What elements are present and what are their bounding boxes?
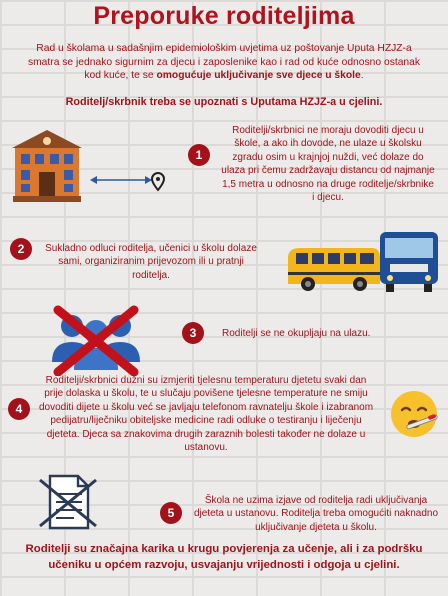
- step-text-3: Roditelji se ne okupljaju na ulazu.: [222, 328, 371, 339]
- sick-face-icon: [388, 386, 440, 440]
- bus-icon: [286, 228, 440, 294]
- step-number-5: 5: [160, 502, 182, 524]
- footer-text: Roditelji su značajna karika u krugu povjerenja za učenje, ali i za podršku učeniku u općem razvoju, usvajanju vrijednosti i odgoja u cjelini.: [25, 543, 423, 571]
- intro-end: .: [360, 70, 364, 81]
- no-document-icon: [36, 472, 100, 532]
- step-text-1: Roditelji/skrbnici ne moraju dovoditi djecu u škole, a ako ih dovode, ne ulaze u školsku zgradu osim u krajnjoj nuždi, već dolaze do ulaza pri čemu zadržavaju distancu od najmanje 1,5 metra u odnosno na druge roditelje/skrbnike i djecu.: [221, 125, 435, 204]
- page-title: Preporuke roditeljima: [93, 2, 355, 30]
- no-gathering-icon: [40, 302, 152, 376]
- intro-paragraph: [22, 42, 426, 83]
- step-number-1: 1: [188, 144, 210, 166]
- intro-text: Rad u školama u sadašnjim epidemiološkim uvjetima uz poštovanje Uputa HZJZ-a smatra se jednako sigurnim za djecu i zaposlenike kao i rad od kuće odnosno ostanak kod kuće, te se: [27, 43, 421, 81]
- subtitle: Roditelj/skrbnik treba se upoznati s Uputama HZJZ-a u cjelini.: [65, 96, 383, 108]
- step-text-2: Sukladno odluci roditelja, učenici u školu dolaze sami, organiziranim prijevozom ili u pratnji roditelja.: [45, 243, 257, 281]
- step-number-4: 4: [8, 398, 30, 420]
- step-text-4: Roditelji/skrbnici dužni su izmjeriti tjelesnu temperaturu djetetu svaki dan prije dolaska u školu, te u slučaju povišene tjelesne temperature ne smiju dovoditi dijete u školu već se javljaju telefonom ravnatelju škole i izabranom pedijatru/liječniku obiteljske medicine radi odluke o testiranju i liječenju djeteta. Djeca sa znakovima drugih zaraznih bolesti također ne dolaze u ustanovu.: [38, 375, 374, 454]
- step-number-2: 2: [10, 238, 32, 260]
- school-building-icon: [10, 128, 84, 204]
- distance-arrow-icon: [88, 170, 168, 192]
- intro-highlight: omogućuje uključivanje sve djece u škole: [156, 70, 361, 81]
- step-text-5: Škola ne uzima izjave od roditelja radi uključivanja djeteta u ustanovu. Roditelja treba omogućiti naknadno uključivanje djeteta u školu.: [193, 495, 439, 533]
- step-number-3: 3: [182, 322, 204, 344]
